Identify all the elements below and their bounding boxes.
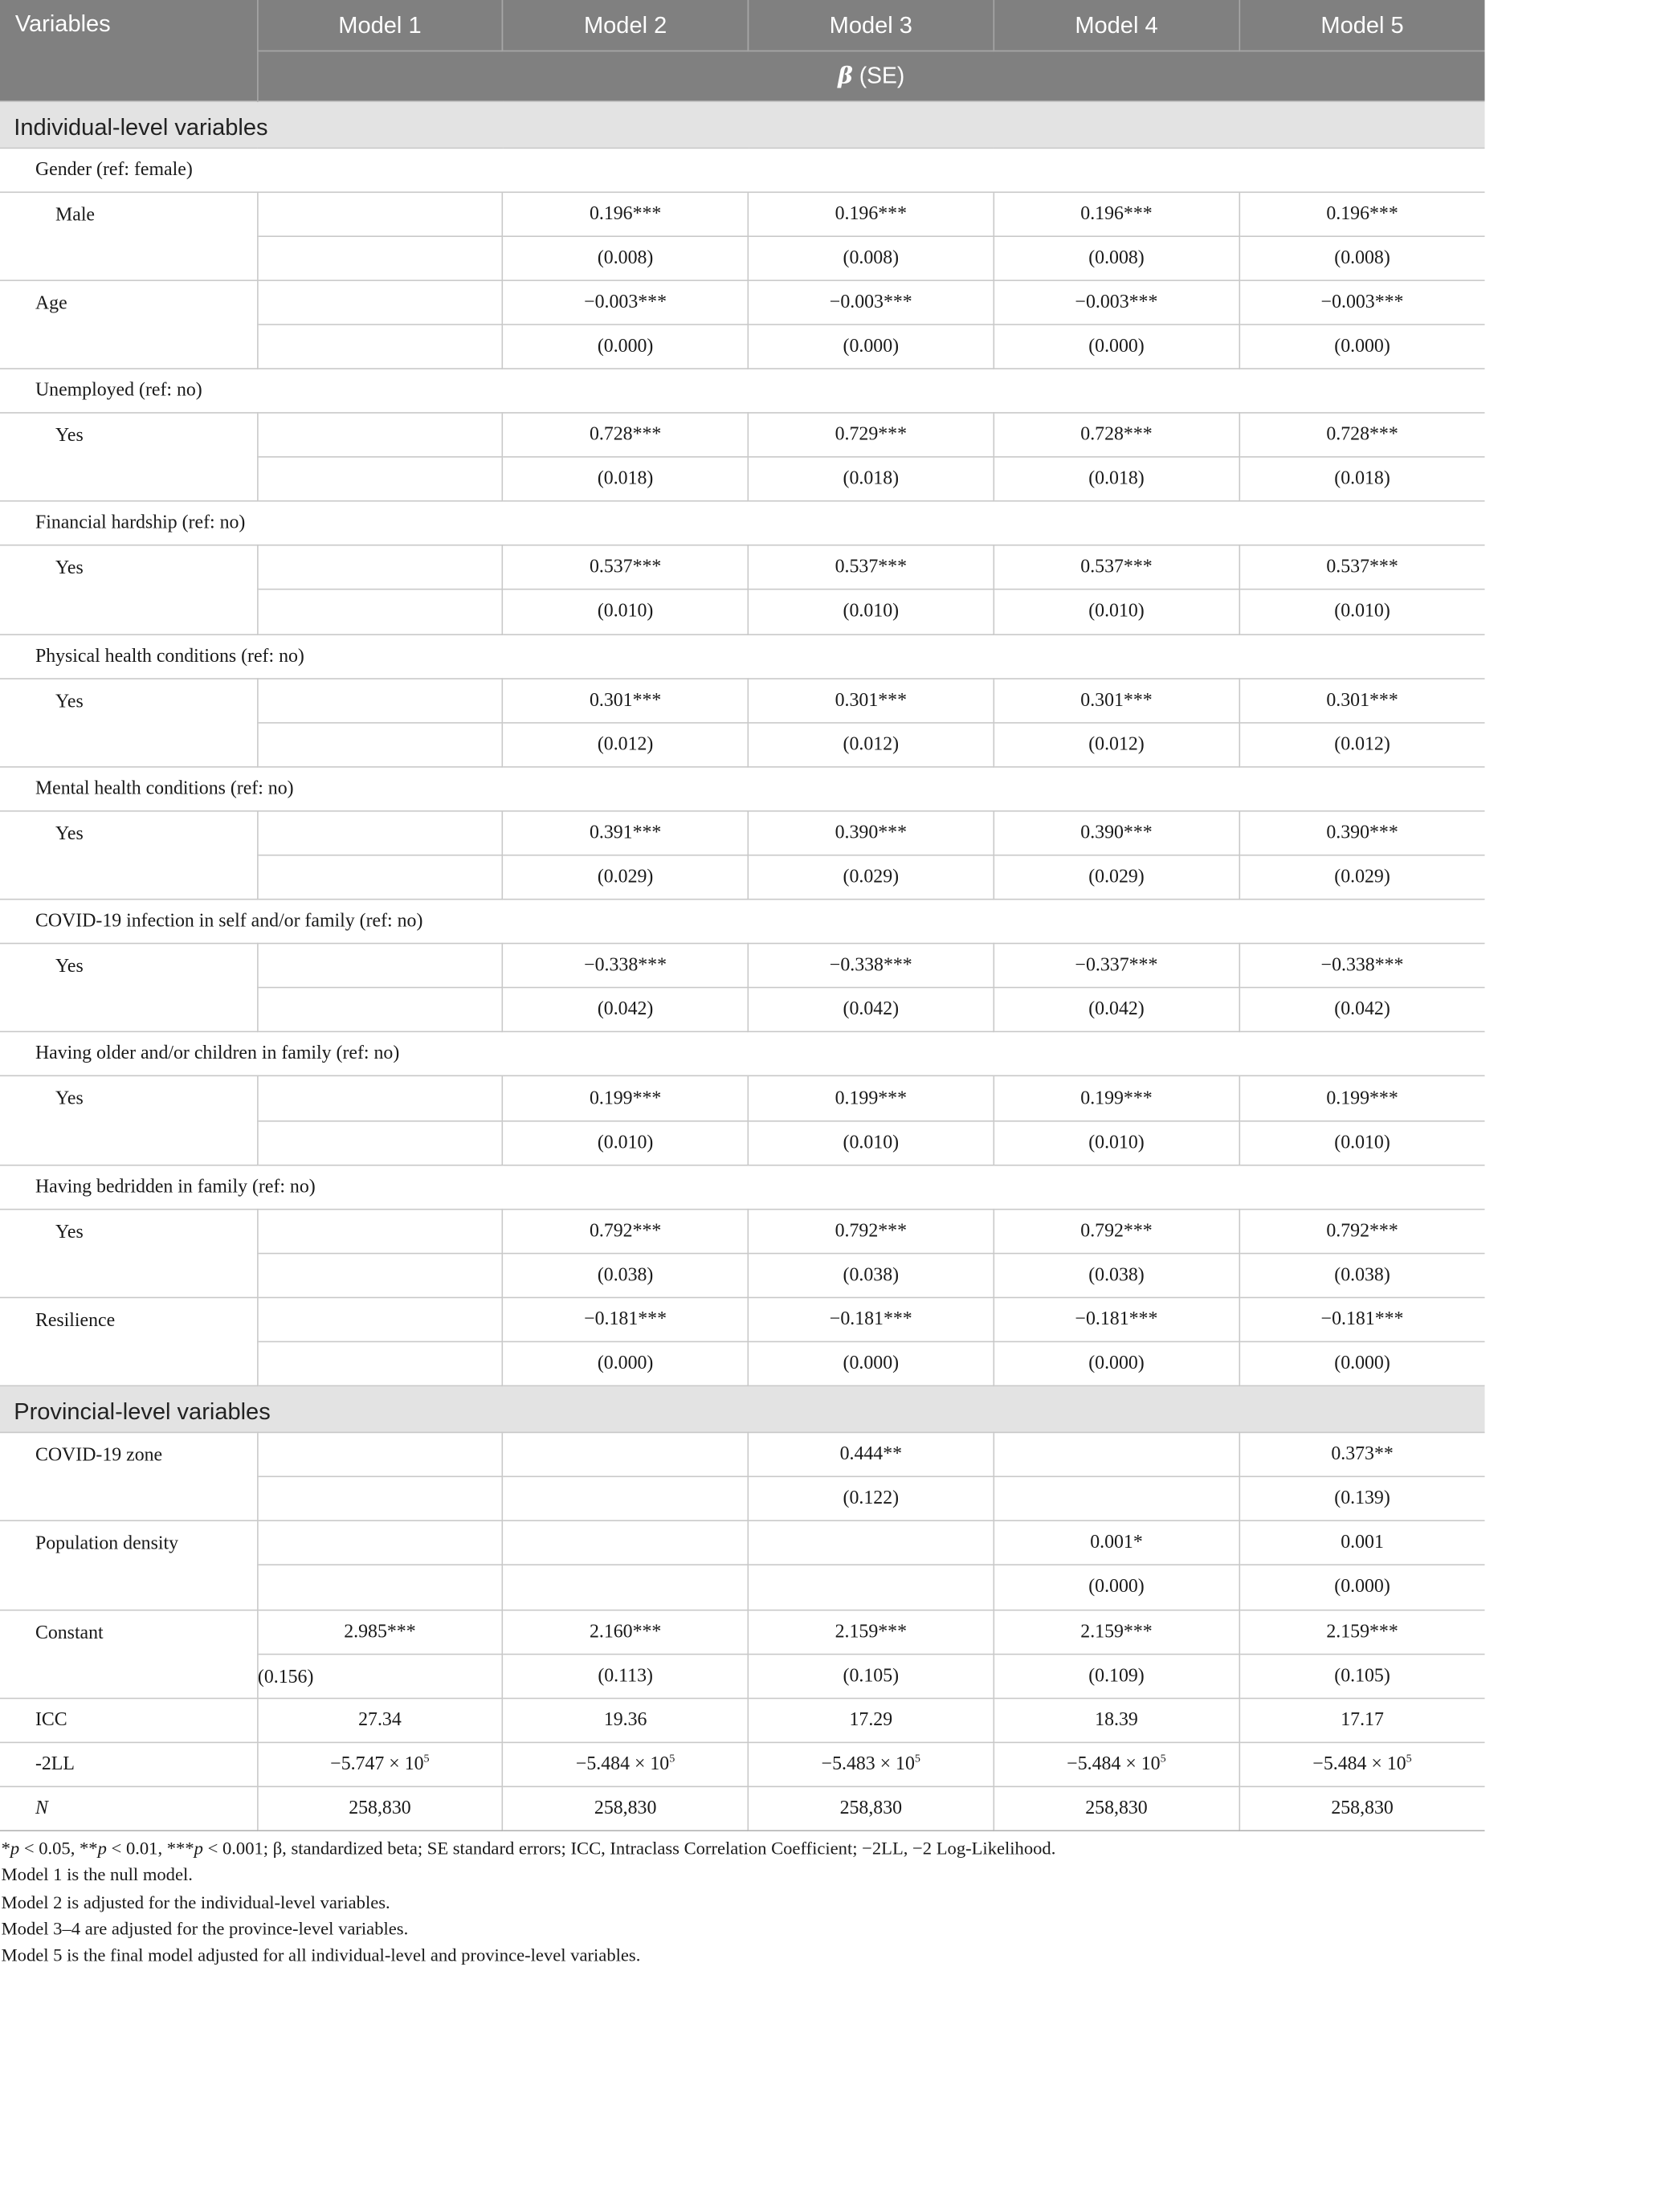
statistic-cell [748,1786,994,1830]
statistic-cell [1239,1786,1485,1830]
significance-note-segment: < 0.05, ** [19,1839,98,1859]
variable-group-label: COVID-19 infection in self and/or family (ref: no) [0,900,1485,944]
estimate-cell [257,944,503,988]
se-cell: (0.038) [503,1253,749,1297]
estimate-cell: 0.001* [994,1521,1239,1565]
se-cell: (0.042) [1239,988,1485,1032]
table-header [0,0,1485,101]
se-cell: (0.029) [748,855,994,900]
se-cell [257,1565,503,1610]
se-cell: (0.008) [1239,236,1485,280]
se-cell: (0.010) [1239,590,1485,634]
se-cell: (0.010) [994,1120,1239,1165]
se-cell: (0.008) [994,236,1239,280]
se-cell: (0.018) [503,457,749,501]
statistic-value: 17.17 [1341,1708,1384,1731]
se-cell: (0.010) [994,590,1239,634]
model-2-header: Model 2 [503,0,749,51]
se-cell: (0.105) [748,1654,994,1698]
se-cell: (0.029) [994,855,1239,900]
significance-note-segment: < 0.001; β, standardized beta; SE standard errors; ICC, Intraclass Correlation Coefficient; −2LL, −2 Log-Likelihood. [202,1839,1056,1859]
estimate-cell: 2.159*** [1239,1610,1485,1654]
statistic-value: 258,830 [349,1797,411,1819]
se-cell: (0.000) [503,1341,749,1386]
estimate-row [0,1297,1485,1341]
estimate-row [0,1433,1485,1477]
estimate-cell: 2.985*** [257,1610,503,1654]
estimate-cell [257,1076,503,1120]
exponent: 5 [1406,1751,1412,1765]
estimate-cell: −0.003*** [1239,280,1485,324]
statistic-label: ICC [0,1698,257,1742]
estimate-row [0,1610,1485,1654]
variable-group-row [0,634,1485,678]
estimate-cell: 0.199*** [1239,1076,1485,1120]
se-cell: (0.042) [748,988,994,1032]
variable-group-row [0,501,1485,545]
statistic-cell [748,1698,994,1742]
estimate-row [0,280,1485,324]
statistic-value: −5.483 × 10 [821,1753,915,1775]
variable-label: Age [0,280,257,369]
variable-label: Yes [0,1076,257,1165]
table-body [0,101,1485,1831]
variable-group-row [0,767,1485,811]
statistic-cell [748,1742,994,1786]
estimate-cell: −0.003*** [748,280,994,324]
variable-label: Constant [0,1610,257,1698]
estimate-cell [994,1433,1239,1477]
estimate-cell: 0.728*** [503,413,749,457]
se-cell: (0.038) [1239,1253,1485,1297]
statistic-label: -2LL [0,1742,257,1786]
se-cell: (0.010) [748,1120,994,1165]
se-cell: (0.010) [1239,1120,1485,1165]
statistic-row [0,1698,1485,1742]
se-cell: (0.000) [1239,1565,1485,1610]
estimate-cell: −0.338*** [503,944,749,988]
estimate-cell [503,1521,749,1565]
estimate-cell: 0.792*** [994,1209,1239,1253]
se-cell: (0.000) [994,1341,1239,1386]
se-cell: (0.000) [748,1341,994,1386]
estimate-cell: 0.199*** [503,1076,749,1120]
estimate-cell: 0.792*** [748,1209,994,1253]
variable-label: Population density [0,1521,257,1610]
se-cell: (0.000) [748,324,994,369]
variable-label: Yes [0,678,257,766]
statistic-cell [257,1742,503,1786]
footnote-model-5: Model 5 is the final model adjusted for all individual-level and province-level variables. [1,1946,641,1967]
se-cell: (0.038) [748,1253,994,1297]
estimate-cell: 0.792*** [503,1209,749,1253]
estimate-cell: 0.728*** [994,413,1239,457]
se-cell: (0.042) [503,988,749,1032]
se-cell: (0.012) [1239,722,1485,766]
footnote-model-1: Model 1 is the null model. [1,1865,193,1886]
estimate-cell: 0.196*** [994,192,1239,236]
se-cell: (0.122) [748,1477,994,1521]
statistic-cell [994,1698,1239,1742]
statistic-cell [994,1742,1239,1786]
estimate-row [0,944,1485,988]
estimate-cell: 0.373** [1239,1433,1485,1477]
significance-note-segment: * [1,1839,10,1859]
se-cell [257,1253,503,1297]
estimate-row [0,545,1485,590]
variable-label: Yes [0,413,257,501]
estimate-cell: 0.001 [1239,1521,1485,1565]
beta-suffix: (SE) [852,62,905,88]
estimate-cell [257,1297,503,1341]
variable-group-row [0,1032,1485,1076]
footnote-model-2: Model 2 is adjusted for the individual-level variables. [1,1892,390,1913]
se-cell [257,324,503,369]
se-cell [257,1341,503,1386]
estimate-cell: 0.196*** [503,192,749,236]
statistic-value: 258,830 [1085,1797,1148,1819]
statistic-cell [503,1698,749,1742]
statistic-value: 19.36 [603,1708,647,1731]
variable-label: Yes [0,545,257,634]
model-5-header: Model 5 [1239,0,1485,51]
estimate-row [0,678,1485,722]
se-cell [257,1477,503,1521]
statistic-value: 258,830 [1331,1797,1394,1819]
estimate-cell: 0.301*** [994,678,1239,722]
se-cell: (0.029) [503,855,749,900]
estimate-cell [257,1521,503,1565]
estimate-cell: 0.792*** [1239,1209,1485,1253]
estimate-cell: 0.391*** [503,811,749,855]
se-cell: (0.000) [503,324,749,369]
estimate-cell: −0.003*** [994,280,1239,324]
estimate-cell: −0.003*** [503,280,749,324]
variable-group-row [0,148,1485,192]
estimate-cell: 0.390*** [748,811,994,855]
estimate-cell: −0.338*** [748,944,994,988]
se-cell [503,1477,749,1521]
se-cell [257,1120,503,1165]
se-cell: (0.012) [503,722,749,766]
estimate-cell: −0.181*** [1239,1297,1485,1341]
estimate-cell: 0.301*** [503,678,749,722]
statistic-value: 27.34 [358,1708,402,1731]
significance-note-segment: p [194,1839,203,1859]
estimate-cell: 0.729*** [748,413,994,457]
statistic-value: 18.39 [1095,1708,1138,1731]
variable-group-label: Financial hardship (ref: no) [0,501,1485,545]
beta-symbol: β [838,62,853,89]
estimate-cell: 0.390*** [994,811,1239,855]
se-cell: (0.042) [994,988,1239,1032]
estimate-cell: 0.537*** [1239,545,1485,590]
se-cell: (0.000) [1239,324,1485,369]
variable-label: Male [0,192,257,280]
exponent: 5 [669,1751,675,1765]
significance-note-segment: p [10,1839,20,1859]
estimate-cell: 0.444** [748,1433,994,1477]
estimate-cell: 0.537*** [503,545,749,590]
variable-group-label: Mental health conditions (ref: no) [0,767,1485,811]
se-cell: (0.113) [503,1654,749,1698]
estimate-cell: 2.159*** [994,1610,1239,1654]
se-cell: (0.000) [994,324,1239,369]
se-cell [257,236,503,280]
estimate-row [0,413,1485,457]
se-cell: (0.012) [748,722,994,766]
estimate-cell [257,1209,503,1253]
estimate-cell: 0.728*** [1239,413,1485,457]
estimate-row [0,1209,1485,1253]
se-cell [748,1565,994,1610]
se-cell: (0.000) [994,1565,1239,1610]
statistic-value: −5.484 × 10 [575,1753,670,1775]
estimate-cell: 2.160*** [503,1610,749,1654]
se-cell: (0.000) [1239,1341,1485,1386]
se-cell: (0.038) [994,1253,1239,1297]
se-cell: (0.018) [1239,457,1485,501]
se-cell [994,1477,1239,1521]
estimate-cell [257,413,503,457]
statistic-value: 258,830 [839,1797,903,1819]
estimate-cell: −0.338*** [1239,944,1485,988]
variable-group-label: Having older and/or children in family (ref: no) [0,1032,1485,1076]
se-cell [257,855,503,900]
se-cell: (0.105) [1239,1654,1485,1698]
statistic-cell [1239,1742,1485,1786]
estimate-cell: 0.196*** [748,192,994,236]
se-cell: (0.109) [994,1654,1239,1698]
estimate-cell: 2.159*** [748,1610,994,1654]
se-cell: (0.008) [748,236,994,280]
section-row [0,101,1485,148]
estimate-cell: 0.301*** [748,678,994,722]
estimate-cell: 0.301*** [1239,678,1485,722]
variable-group-row [0,900,1485,944]
significance-note-segment: < 0.01, *** [106,1839,194,1859]
se-cell [257,988,503,1032]
exponent: 5 [423,1751,430,1765]
variable-group-label: Physical health conditions (ref: no) [0,634,1485,678]
statistic-cell [503,1742,749,1786]
variable-group-row [0,369,1485,413]
variable-label: Yes [0,944,257,1032]
estimate-cell: −0.181*** [994,1297,1239,1341]
statistic-cell [1239,1698,1485,1742]
model-3-header: Model 3 [748,0,994,51]
variable-label: COVID-19 zone [0,1433,257,1521]
estimate-cell [257,1433,503,1477]
statistic-cell [994,1786,1239,1830]
significance-note [2,1836,1661,1863]
section-title: Individual-level variables [0,101,1485,148]
significance-note-segment: p [97,1839,107,1859]
statistic-row [0,1742,1485,1786]
footnote-model-3-4: Model 3–4 are adjusted for the province-level variables. [1,1919,409,1940]
variable-group-label: Gender (ref: female) [0,148,1485,192]
estimate-cell [257,280,503,324]
section-title: Provincial-level variables [0,1386,1485,1433]
model-4-header: Model 4 [994,0,1239,51]
estimate-cell [257,811,503,855]
variable-group-label: Unemployed (ref: no) [0,369,1485,413]
se-cell: (0.139) [1239,1477,1485,1521]
se-cell: (0.156) [257,1654,503,1698]
exponent: 5 [914,1751,920,1765]
statistic-value: −5.484 × 10 [1067,1753,1161,1775]
estimate-cell [257,545,503,590]
statistic-cell [503,1786,749,1830]
se-cell: (0.018) [994,457,1239,501]
estimate-row [0,811,1485,855]
estimate-cell: −0.181*** [503,1297,749,1341]
estimate-cell: 0.196*** [1239,192,1485,236]
statistic-value: −5.747 × 10 [330,1753,424,1775]
statistic-value: −5.484 × 10 [1312,1753,1406,1775]
statistic-cell [257,1698,503,1742]
se-cell [257,457,503,501]
estimate-cell: 0.390*** [1239,811,1485,855]
se-cell: (0.029) [1239,855,1485,900]
se-cell: (0.010) [748,590,994,634]
variable-label: Resilience [0,1297,257,1386]
estimate-row [0,192,1485,236]
estimate-cell: 0.199*** [748,1076,994,1120]
se-cell: (0.008) [503,236,749,280]
statistic-value: 17.29 [849,1708,893,1731]
estimate-row [0,1521,1485,1565]
variable-label: Yes [0,1209,257,1297]
se-cell [503,1565,749,1610]
beta-se-header [257,51,1484,101]
se-cell: (0.018) [748,457,994,501]
se-cell: (0.010) [503,590,749,634]
se-cell [257,722,503,766]
model-1-header: Model 1 [257,0,503,51]
estimate-cell: 0.537*** [748,545,994,590]
statistic-value: 258,830 [594,1797,657,1819]
estimate-cell: −0.337*** [994,944,1239,988]
se-cell [257,590,503,634]
estimate-cell [503,1433,749,1477]
statistic-cell [257,1786,503,1830]
variables-column-header: Variables [0,0,257,101]
table-footnotes [2,1836,1661,1970]
statistic-label: N [0,1786,257,1830]
estimate-row [0,1076,1485,1120]
se-cell: (0.012) [994,722,1239,766]
variable-group-label: Having bedridden in family (ref: no) [0,1165,1485,1209]
estimate-cell [257,192,503,236]
estimate-cell [748,1521,994,1565]
estimate-cell: −0.181*** [748,1297,994,1341]
se-cell: (0.010) [503,1120,749,1165]
variable-group-row [0,1165,1485,1209]
statistic-row [0,1786,1485,1830]
exponent: 5 [1160,1751,1166,1765]
estimate-cell [257,678,503,722]
estimate-cell: 0.199*** [994,1076,1239,1120]
estimate-cell: 0.537*** [994,545,1239,590]
section-row [0,1386,1485,1433]
variable-label: Yes [0,811,257,900]
